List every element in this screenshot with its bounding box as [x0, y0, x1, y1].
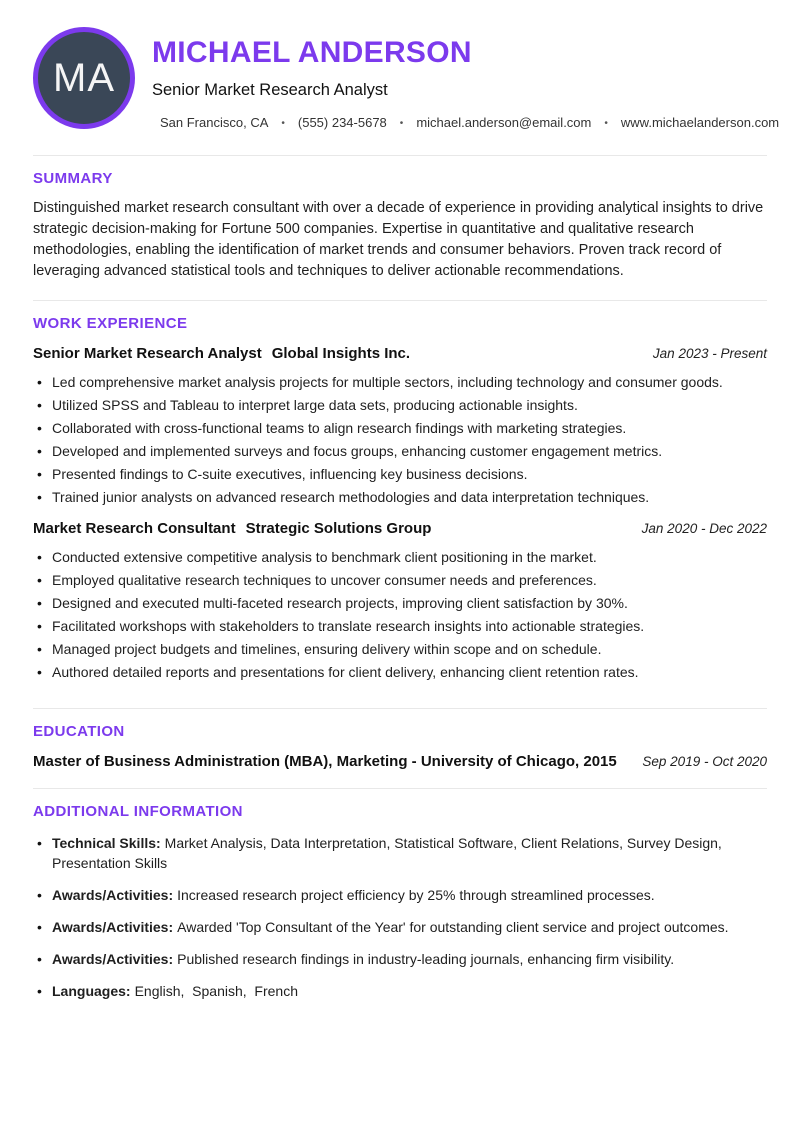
- info-item-text: Increased research project efficiency by 25% through streamlined processes.: [177, 887, 655, 903]
- job-title-company: [33, 345, 410, 362]
- info-item-text: Market Analysis, Data Interpretation, Statistical Software, Client Relations, Survey Design, Presentation Skills: [52, 835, 726, 871]
- job-bullet: • Conducted extensive competitive analysis to benchmark client positioning in the market.: [33, 547, 767, 567]
- summary-heading: SUMMARY: [33, 170, 113, 187]
- info-item: [33, 833, 767, 873]
- job-list: [33, 345, 767, 682]
- job-title: Market Research Consultant: [33, 520, 236, 537]
- education-degree: Master of Business Administration (MBA), Marketing - University of Chicago, 2015: [33, 753, 617, 770]
- info-item-text: Awarded 'Top Consultant of the Year' for outstanding client service and project outcomes.: [177, 919, 729, 935]
- header-text: [152, 27, 779, 130]
- job-bullet: • Trained junior analysts on advanced research methodologies and data interpretation techniques.: [33, 487, 767, 507]
- education-heading: EDUCATION: [33, 723, 125, 740]
- info-item-label: Technical Skills:: [52, 835, 161, 851]
- info-item-label: Awards/Activities:: [52, 951, 174, 967]
- education-dates: Sep 2019 - Oct 2020: [642, 754, 767, 769]
- contact-item: www.michaelanderson.com: [620, 115, 780, 130]
- contact-item: (555) 234-5678: [297, 115, 387, 130]
- section-education: [33, 709, 767, 788]
- job-bullet: • Authored detailed reports and presentations for client delivery, enhancing client retention rates.: [33, 662, 767, 682]
- job-company: Strategic Solutions Group: [245, 520, 432, 537]
- avatar-initials: MA: [53, 55, 115, 100]
- info-item: [33, 981, 767, 1001]
- job-bullet: • Collaborated with cross-functional teams to align research findings with marketing strategies.: [33, 418, 767, 438]
- contact-separator-dot: •: [604, 118, 608, 129]
- contact-separator-dot: •: [281, 118, 285, 129]
- job-company: Global Insights Inc.: [271, 345, 411, 362]
- job-title: Senior Market Research Analyst: [33, 345, 262, 362]
- job-dates: Jan 2020 - Dec 2022: [641, 521, 767, 536]
- contact-separator-dot: •: [399, 118, 404, 129]
- page-title: MICHAEL ANDERSON: [152, 36, 472, 69]
- job-bullet: • Led comprehensive market analysis projects for multiple sectors, including technology and consumer goods.: [33, 372, 767, 392]
- job-header-row: [33, 520, 767, 537]
- job-bullet: • Presented findings to C-suite executives, influencing key business decisions.: [33, 464, 767, 484]
- job-entry: [33, 520, 767, 682]
- job-title-company: [33, 520, 431, 537]
- job-bullet-list: [33, 547, 767, 682]
- job-bullet-list: [33, 372, 767, 507]
- job-bullet: • Employed qualitative research techniques to uncover consumer needs and preferences.: [33, 570, 767, 590]
- additional-information-heading: ADDITIONAL INFORMATION: [33, 803, 243, 820]
- job-bullet: • Developed and implemented surveys and focus groups, enhancing customer engagement metrics.: [33, 441, 767, 461]
- info-item-label: Awards/Activities:: [52, 887, 174, 903]
- resume-header: [33, 27, 780, 135]
- job-bullet: • Utilized SPSS and Tableau to interpret large data sets, producing actionable insights.: [33, 395, 767, 415]
- work-experience-heading: WORK EXPERIENCE: [33, 315, 188, 332]
- info-item: [33, 917, 767, 937]
- info-item-text: English, Spanish, French: [134, 983, 298, 999]
- contact-item: michael.anderson@email.com: [416, 115, 592, 130]
- contact-item: San Francisco, CA: [160, 115, 269, 130]
- education-entry: [33, 753, 767, 770]
- job-entry: [33, 345, 767, 507]
- headline-job-title: Senior Market Research Analyst: [152, 81, 388, 99]
- info-item-text: Published research findings in industry-leading journals, enhancing firm visibility.: [177, 951, 675, 967]
- contact-row: [160, 115, 779, 130]
- info-list: [33, 833, 767, 1001]
- section-additional-information: [33, 789, 767, 1031]
- info-item: [33, 949, 767, 969]
- job-bullet: • Managed project budgets and timelines, ensuring delivery within scope and on schedule.: [33, 639, 767, 659]
- info-item-label: Awards/Activities:: [52, 919, 174, 935]
- info-item: [33, 885, 767, 905]
- section-summary: [33, 156, 767, 300]
- job-dates: Jan 2023 - Present: [652, 346, 767, 361]
- summary-text: Distinguished market research consultant with over a decade of experience in providing analytical insights to drive strategic decision-making for Fortune 500 companies. Expertise in quantitative and qualitative research methodologies, enabling the identification of market trends and consumer behaviors. Proven track record of leveraging advanced statistical tools and techniques to deliver actionable recommendations.: [33, 200, 764, 279]
- job-bullet: • Designed and executed multi-faceted research projects, improving client satisfaction by 30%.: [33, 593, 767, 613]
- job-header-row: [33, 345, 767, 362]
- avatar: [33, 27, 135, 129]
- info-item-label: Languages:: [52, 983, 131, 999]
- section-work-experience: [33, 301, 767, 708]
- job-bullet: • Facilitated workshops with stakeholders to translate research insights into actionable strategies.: [33, 616, 767, 636]
